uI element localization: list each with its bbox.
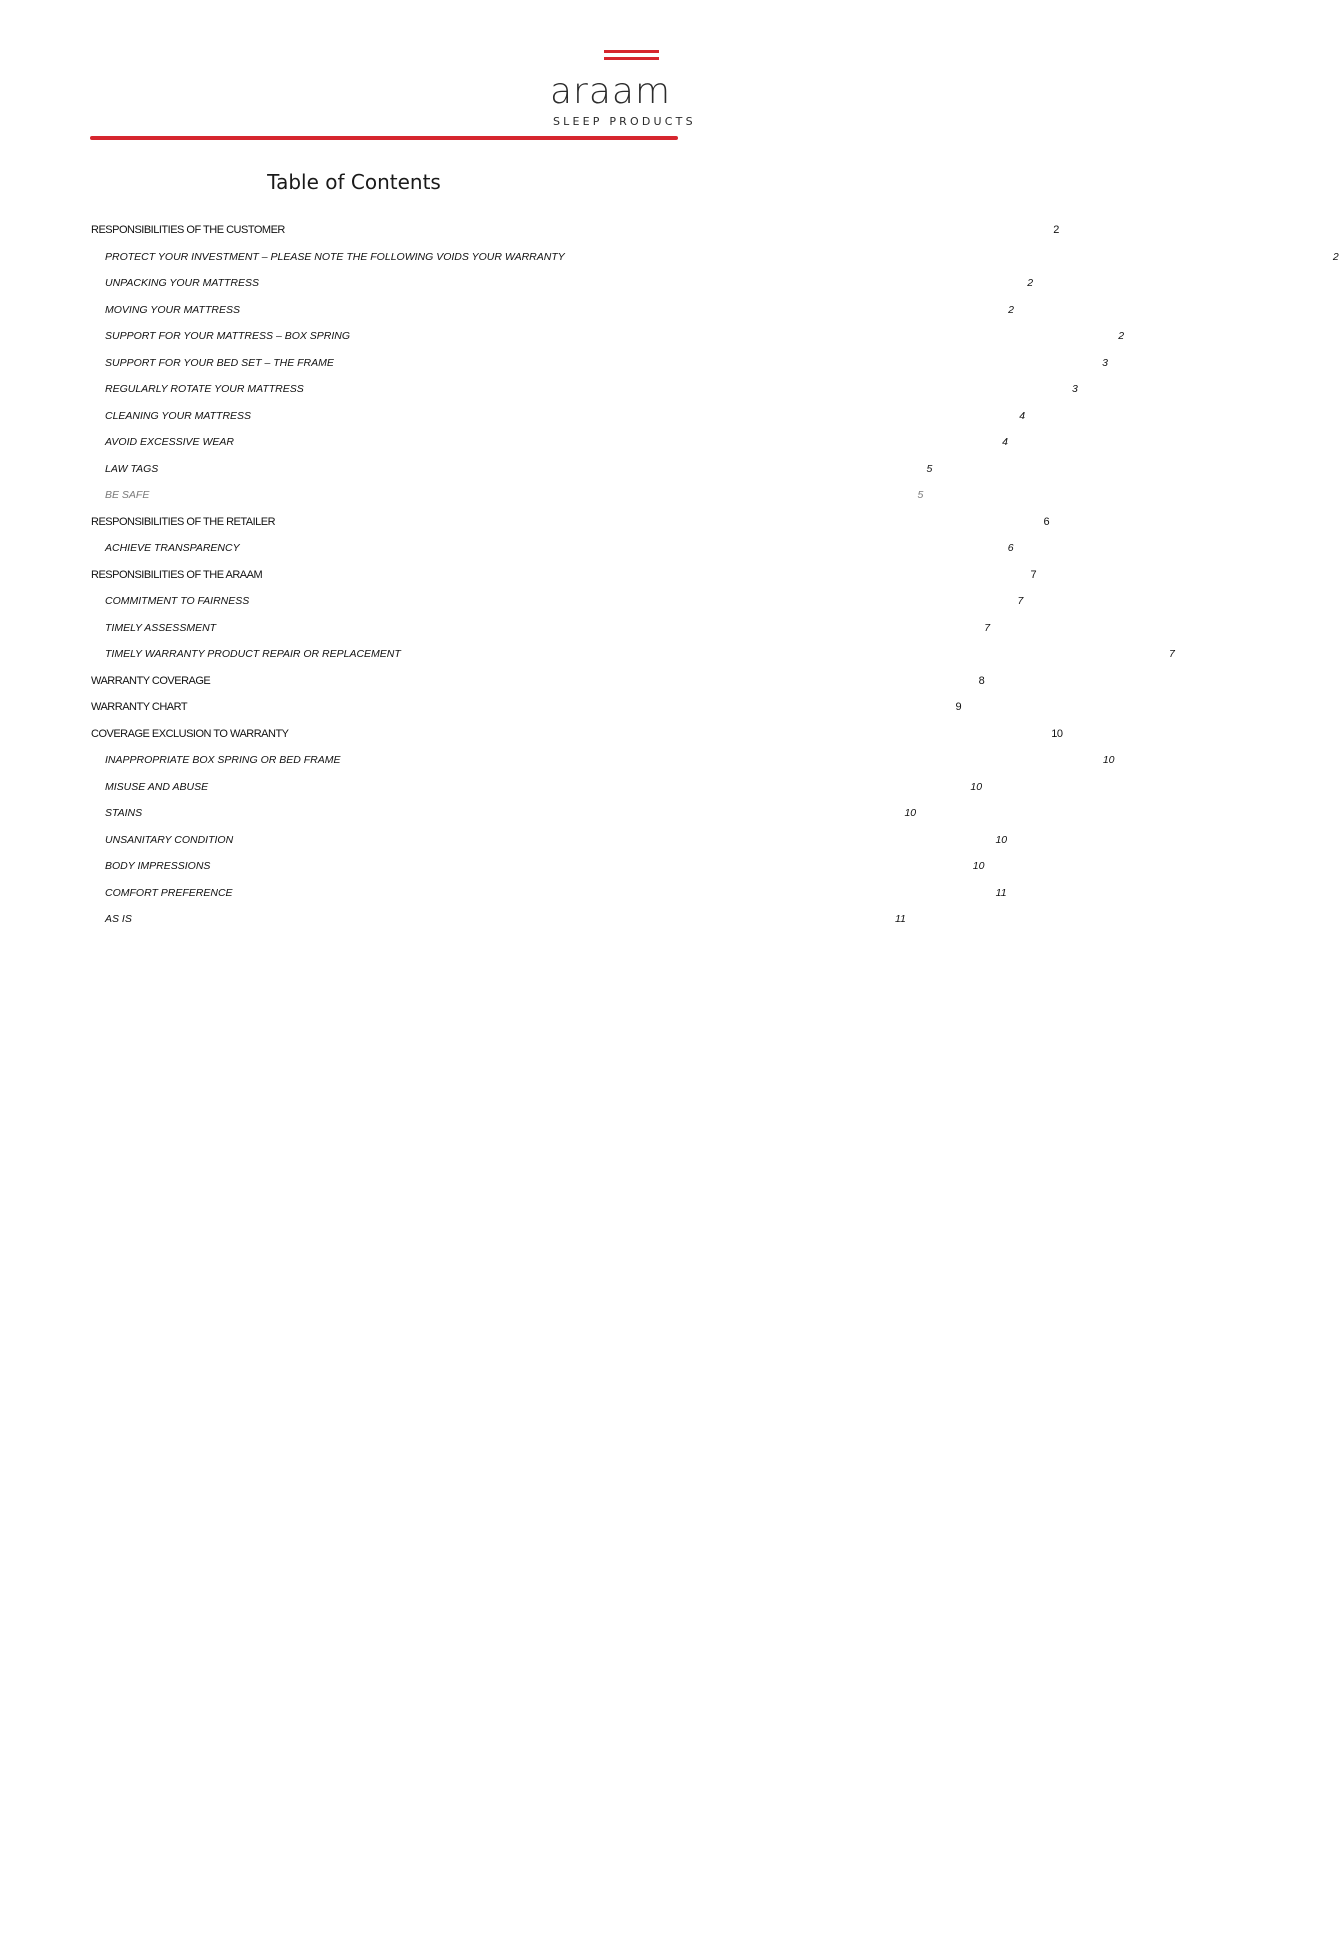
toc-entry-label: STAINS [105, 807, 143, 819]
logo-subtitle: SLEEP PRODUCTS [553, 115, 696, 128]
toc-entry-page-number: 5 [917, 489, 924, 501]
toc-entry-page-number: 10 [995, 833, 1008, 846]
toc-entry-label: WARRANTY CHART [91, 701, 188, 713]
toc-entry-label: COMFORT PREFERENCE [105, 886, 233, 899]
toc-entry-page-number: 8 [978, 674, 985, 687]
toc-entry-page-number: 4 [1002, 436, 1008, 448]
toc-entry[interactable] [91, 224, 1059, 251]
toc-entry-label: COVERAGE EXCLUSION TO WARRANTY [91, 727, 289, 740]
toc-entry-page-number: 9 [955, 701, 962, 713]
toc-entry-page-number: 2 [1027, 277, 1034, 289]
toc-entry-label: AVOID EXCESSIVE WEAR [105, 436, 234, 448]
toc-entry-page-number: 7 [1017, 595, 1024, 607]
toc-entry-label: AS IS [105, 913, 132, 925]
toc-entry-label: BODY IMPRESSIONS [105, 860, 211, 872]
toc-entry-page-number: 11 [894, 913, 906, 925]
toc-entry-page-number: 10 [1051, 727, 1063, 740]
toc-entry-label: SUPPORT FOR YOUR MATTRESS – BOX SPRING [105, 330, 351, 342]
toc-entry-page-number: 11 [995, 886, 1007, 899]
toc-entry-page-number: 7 [1030, 568, 1037, 581]
toc-entry-page-number: 10 [970, 780, 983, 793]
toc-entry[interactable] [91, 383, 1078, 410]
toc-entry-label: TIMELY ASSESSMENT [105, 621, 217, 634]
toc-entry-page-number: 4 [1019, 409, 1026, 422]
toc-entry[interactable] [91, 436, 1008, 463]
toc-entry-label: TIMELY WARRANTY PRODUCT REPAIR OR REPLACEMENT [105, 648, 401, 660]
toc-entry-page-number: 2 [1118, 330, 1125, 342]
toc-entry-label: RESPONSIBILITIES OF THE ARAAM [91, 568, 263, 581]
toc-entry-page-number: 7 [984, 621, 991, 634]
toc-entry[interactable] [91, 303, 1014, 331]
header-divider [90, 136, 678, 140]
toc-entry[interactable] [91, 462, 933, 490]
toc-entry-label: MOVING YOUR MATTRESS [105, 303, 240, 316]
toc-entry-label: UNPACKING YOUR MATTRESS [105, 277, 260, 289]
toc-entry-page-number: 10 [972, 860, 985, 872]
toc-entry-page-number: 2 [1332, 250, 1339, 263]
logo-wordmark: araam [550, 71, 672, 112]
toc-entry-label: ACHIEVE TRANSPARENCY [105, 542, 240, 554]
toc-entry-label: BE SAFE [105, 489, 150, 501]
toc-entry-label: RESPONSIBILITIES OF THE RETAILER [91, 515, 276, 528]
toc-entry-page-number: 3 [1102, 356, 1108, 369]
table-of-contents [91, 224, 1339, 940]
toc-entry-label: RESPONSIBILITIES OF THE CUSTOMER [91, 224, 285, 236]
page-title: Table of Contents [267, 170, 441, 194]
toc-entry-label: UNSANITARY CONDITION [105, 833, 234, 846]
toc-entry-label: MISUSE AND ABUSE [105, 780, 209, 793]
toc-entry[interactable] [91, 409, 1026, 437]
toc-entry-page-number: 7 [1168, 648, 1175, 660]
toc-entry-page-number: 3 [1071, 383, 1078, 395]
toc-entry-label: COMMITMENT TO FAIRNESS [105, 595, 250, 607]
toc-entry-label: LAW TAGS [105, 462, 159, 475]
toc-entry-page-number: 6 [1007, 542, 1014, 554]
logo-accent-bars [604, 50, 659, 64]
toc-entry[interactable] [91, 913, 906, 940]
toc-entry-label: PROTECT YOUR INVESTMENT – PLEASE NOTE THE FOLLOWING VOIDS YOUR WARRANTY [105, 250, 565, 263]
toc-entry[interactable] [91, 277, 1034, 304]
toc-entry[interactable] [91, 807, 917, 834]
toc-entry-label: WARRANTY COVERAGE [91, 674, 211, 687]
araam-logo [550, 50, 695, 130]
toc-entry[interactable] [91, 330, 1125, 357]
toc-entry-page-number: 6 [1043, 515, 1050, 528]
toc-entry-page-number: 10 [1102, 754, 1115, 766]
toc-entry-label: CLEANING YOUR MATTRESS [105, 409, 252, 422]
toc-entry-label: INAPPROPRIATE BOX SPRING OR BED FRAME [105, 754, 341, 766]
toc-entry-label: REGULARLY ROTATE YOUR MATTRESS [105, 383, 304, 395]
toc-entry-page-number: 10 [904, 807, 917, 819]
toc-entry-page-number: 5 [926, 462, 933, 475]
toc-entry-label: SUPPORT FOR YOUR BED SET – THE FRAME [105, 356, 334, 369]
toc-entry-page-number: 2 [1053, 224, 1059, 236]
toc-entry-page-number: 2 [1008, 303, 1014, 316]
toc-entry[interactable] [91, 356, 1108, 384]
toc-entry[interactable] [91, 489, 924, 516]
